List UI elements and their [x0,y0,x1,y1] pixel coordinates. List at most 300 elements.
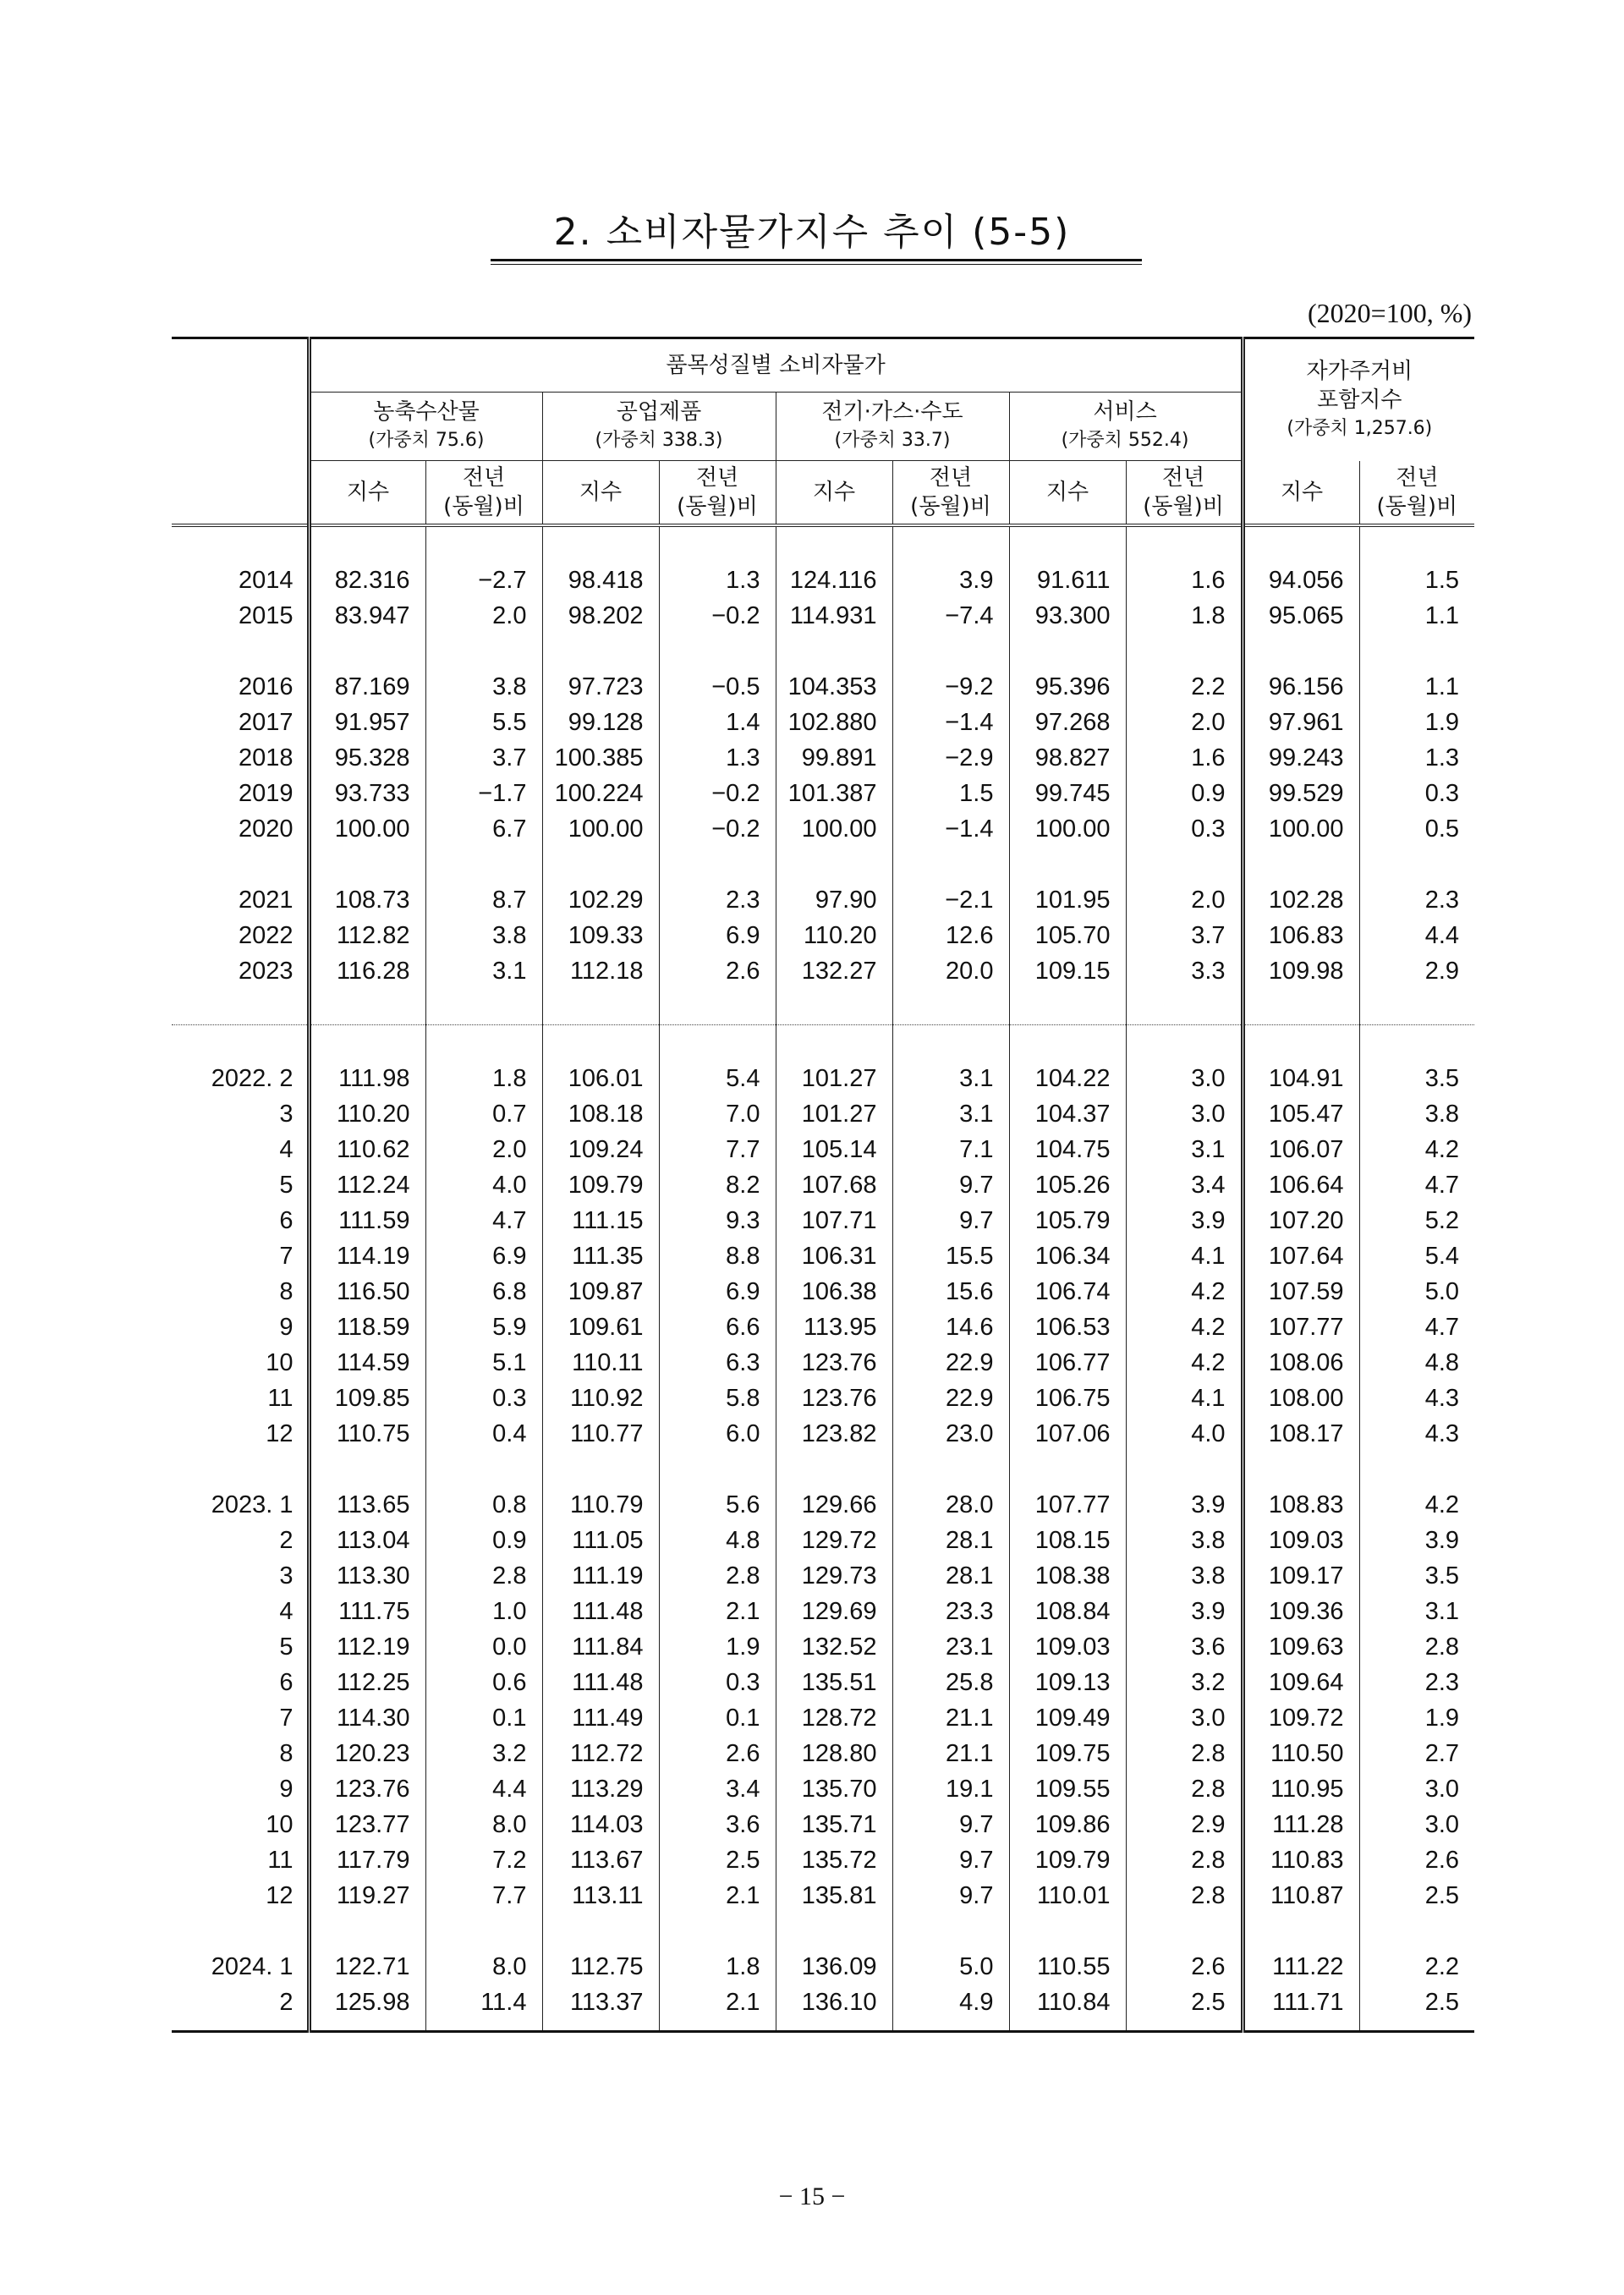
index-cell: 110.20 [776,918,892,953]
index-cell: 100.00 [1009,811,1126,847]
row-label: 2024. 1 [211,1953,294,1980]
yoy-cell: 1.8 [659,1949,776,1985]
table-row [172,776,1474,811]
index-cell: 108.18 [542,1096,659,1132]
col-yoy: 전년 (동월)비 [892,461,1009,526]
yoy-cell: 9.7 [892,1807,1009,1842]
index-cell: 110.75 [309,1416,425,1452]
yoy-cell: 0.3 [1126,811,1243,847]
index-cell: 111.15 [542,1203,659,1238]
table-row [172,1842,1474,1878]
table-row [172,1807,1474,1842]
title-underline [491,259,1142,265]
index-cell: 101.27 [776,1061,892,1096]
yoy-cell: 9.7 [892,1878,1009,1913]
yoy-cell: 9.7 [892,1842,1009,1878]
index-cell: 119.27 [309,1878,425,1913]
index-cell: 108.15 [1009,1523,1126,1558]
row-label: 2022 [238,922,294,949]
row-label: 10 [266,1811,294,1838]
yoy-cell: 14.6 [892,1309,1009,1345]
index-cell: 100.00 [542,811,659,847]
index-cell: 111.48 [542,1665,659,1700]
yoy-cell: 2.8 [1126,1736,1243,1771]
row-label: 5 [279,1172,294,1199]
index-cell: 101.95 [1009,882,1126,918]
yoy-cell: 6.7 [425,811,542,847]
index-cell: 97.961 [1243,705,1359,740]
index-cell: 94.056 [1243,563,1359,598]
yoy-cell: 3.8 [1359,1096,1474,1132]
index-cell: 109.79 [542,1167,659,1203]
yoy-cell: 1.9 [659,1629,776,1665]
table-row [172,705,1474,740]
header-blank-cell [172,338,309,526]
index-cell: 98.202 [542,598,659,634]
table-row [172,1665,1474,1700]
table-row [172,1523,1474,1558]
index-cell: 113.95 [776,1309,892,1345]
yoy-cell: −0.2 [659,776,776,811]
header-right-group [1243,338,1474,461]
yoy-cell: 3.1 [1359,1594,1474,1629]
index-cell: 109.75 [1009,1736,1126,1771]
yoy-cell: 3.0 [1126,1061,1243,1096]
index-cell: 108.73 [309,882,425,918]
yoy-cell: 1.1 [1359,598,1474,634]
index-cell: 110.55 [1009,1949,1126,1985]
row-label: 6 [279,1669,294,1696]
col-yoy: 전년 (동월)비 [1126,461,1243,526]
row-label: 6 [279,1207,294,1234]
col-index: 지수 [1009,461,1126,526]
row-label: 11 [267,1847,294,1874]
row-label: 2015 [238,602,294,629]
row-label: 8 [279,1278,294,1305]
index-cell: 82.316 [309,563,425,598]
yoy-cell: 3.8 [1126,1523,1243,1558]
index-cell: 98.827 [1009,740,1126,776]
index-cell: 102.880 [776,705,892,740]
header-weight-industrial: (가중치 338.3) [542,426,776,461]
yoy-cell: 11.4 [425,1985,542,2020]
index-cell: 109.03 [1243,1523,1359,1558]
index-cell: 93.300 [1009,598,1126,634]
header-weight-services: (가중치 552.4) [1009,426,1243,461]
bottom-spacer-row [172,2020,1474,2032]
index-cell: 111.05 [542,1523,659,1558]
index-cell: 116.28 [309,953,425,989]
index-cell: 135.70 [776,1771,892,1807]
index-cell: 111.98 [309,1061,425,1096]
index-cell: 129.69 [776,1594,892,1629]
yoy-cell: 0.5 [1359,811,1474,847]
index-cell: 109.17 [1243,1558,1359,1594]
index-cell: 123.76 [776,1381,892,1416]
index-cell: 110.11 [542,1345,659,1381]
index-cell: 136.09 [776,1949,892,1985]
yoy-cell: 23.3 [892,1594,1009,1629]
yoy-cell: 2.8 [1126,1771,1243,1807]
yoy-cell: 3.2 [425,1736,542,1771]
index-cell: 102.28 [1243,882,1359,918]
yoy-cell: 4.8 [1359,1345,1474,1381]
yoy-cell: 4.2 [1359,1132,1474,1167]
yoy-cell: 4.3 [1359,1416,1474,1452]
index-cell: 113.67 [542,1842,659,1878]
row-label: 5 [279,1633,294,1661]
yoy-cell: 20.0 [892,953,1009,989]
yoy-cell: 2.2 [1126,669,1243,705]
table-row [172,1629,1474,1665]
yoy-cell: 1.8 [425,1061,542,1096]
yoy-cell: 2.8 [425,1558,542,1594]
yoy-cell: 8.2 [659,1167,776,1203]
index-cell: 105.47 [1243,1096,1359,1132]
index-cell: 95.065 [1243,598,1359,634]
index-cell: 105.26 [1009,1167,1126,1203]
table-row [172,1949,1474,1985]
index-cell: 106.64 [1243,1167,1359,1203]
index-cell: 100.00 [309,811,425,847]
row-label: 4 [279,1136,294,1163]
yoy-cell: 15.5 [892,1238,1009,1274]
yoy-cell: 7.7 [425,1878,542,1913]
yoy-cell: 9.7 [892,1203,1009,1238]
table-row [172,1736,1474,1771]
spacer-row [172,634,1474,669]
yoy-cell: 0.3 [1359,776,1474,811]
yoy-cell: 1.5 [892,776,1009,811]
index-cell: 100.385 [542,740,659,776]
yoy-cell: 7.0 [659,1096,776,1132]
yoy-cell: 3.1 [1126,1132,1243,1167]
yoy-cell: 3.3 [1126,953,1243,989]
index-cell: 116.50 [309,1274,425,1309]
table-row [172,1700,1474,1736]
yoy-cell: 4.7 [1359,1309,1474,1345]
yoy-cell: 2.5 [1126,1985,1243,2020]
unit-note: (2020=100, %) [1307,298,1472,328]
yoy-cell: 21.1 [892,1736,1009,1771]
table-row [172,1096,1474,1132]
yoy-cell: 28.1 [892,1523,1009,1558]
yoy-cell: 2.0 [425,598,542,634]
index-cell: 99.243 [1243,740,1359,776]
index-cell: 114.59 [309,1345,425,1381]
yoy-cell: 0.4 [425,1416,542,1452]
index-cell: 110.92 [542,1381,659,1416]
table-row [172,563,1474,598]
yoy-cell: 5.9 [425,1309,542,1345]
index-cell: 97.90 [776,882,892,918]
row-label: 2016 [238,673,294,700]
yoy-cell: −7.4 [892,598,1009,634]
index-cell: 128.72 [776,1700,892,1736]
yoy-cell: 4.2 [1126,1309,1243,1345]
yoy-cell: 3.9 [1126,1487,1243,1523]
yoy-cell: 3.8 [425,918,542,953]
table-row [172,811,1474,847]
yoy-cell: 5.6 [659,1487,776,1523]
table-row [172,1132,1474,1167]
yoy-cell: 1.6 [1126,740,1243,776]
yoy-cell: 4.1 [1126,1238,1243,1274]
index-cell: 106.38 [776,1274,892,1309]
yoy-cell: 1.9 [1359,705,1474,740]
index-cell: 112.19 [309,1629,425,1665]
index-cell: 110.83 [1243,1842,1359,1878]
yoy-cell: 7.1 [892,1132,1009,1167]
row-label: 10 [266,1349,294,1376]
yoy-cell: 21.1 [892,1700,1009,1736]
index-cell: 109.87 [542,1274,659,1309]
yoy-cell: −0.5 [659,669,776,705]
index-cell: 100.00 [1243,811,1359,847]
yoy-cell: 3.0 [1359,1771,1474,1807]
table-row [172,1203,1474,1238]
index-cell: 135.51 [776,1665,892,1700]
table-row [172,1345,1474,1381]
yoy-cell: −1.4 [892,811,1009,847]
header-right-line2: 포함지수 [1317,387,1402,413]
index-cell: 110.20 [309,1096,425,1132]
header-right-weight: (가중치 1,257.6) [1287,417,1433,439]
index-cell: 104.353 [776,669,892,705]
row-label: 9 [279,1314,294,1341]
yoy-cell: 2.3 [1359,882,1474,918]
index-cell: 112.72 [542,1736,659,1771]
yoy-cell: 2.1 [659,1985,776,2020]
yoy-cell: 2.5 [659,1842,776,1878]
yoy-cell: 4.7 [1359,1167,1474,1203]
index-cell: 105.79 [1009,1203,1126,1238]
yoy-cell: 5.4 [659,1061,776,1096]
table-row [172,740,1474,776]
yoy-cell: 2.0 [425,1132,542,1167]
row-label: 4 [279,1598,294,1625]
index-cell: 109.36 [1243,1594,1359,1629]
yoy-cell: 3.7 [425,740,542,776]
index-cell: 135.72 [776,1842,892,1878]
yoy-cell: 25.8 [892,1665,1009,1700]
yoy-cell: 2.3 [1359,1665,1474,1700]
row-label: 7 [279,1243,294,1270]
index-cell: 99.128 [542,705,659,740]
yoy-cell: 22.9 [892,1345,1009,1381]
index-cell: 109.98 [1243,953,1359,989]
yoy-cell: 28.1 [892,1558,1009,1594]
row-label: 2022. 2 [211,1065,294,1092]
yoy-cell: 2.8 [659,1558,776,1594]
yoy-cell: 15.6 [892,1274,1009,1309]
yoy-cell: 8.7 [425,882,542,918]
row-label: 12 [266,1882,294,1909]
yoy-cell: 4.4 [425,1771,542,1807]
index-cell: 109.63 [1243,1629,1359,1665]
yoy-cell: 1.6 [1126,563,1243,598]
table-row [172,1309,1474,1345]
index-cell: 107.64 [1243,1238,1359,1274]
yoy-cell: 3.9 [892,563,1009,598]
yoy-cell: 0.1 [425,1700,542,1736]
page-title: 2. 소비자물가지수 추이 (5-5) [553,211,1071,254]
table-row [172,598,1474,634]
col-index: 지수 [542,461,659,526]
yoy-cell: 2.5 [1359,1878,1474,1913]
yoy-cell: 2.5 [1359,1985,1474,2020]
index-cell: 109.13 [1009,1665,1126,1700]
table-row [172,1416,1474,1452]
col-index: 지수 [776,461,892,526]
index-cell: 98.418 [542,563,659,598]
yoy-cell: 3.5 [1359,1061,1474,1096]
yoy-cell: 2.9 [1359,953,1474,989]
index-cell: 107.71 [776,1203,892,1238]
index-cell: 101.27 [776,1096,892,1132]
index-cell: 114.03 [542,1807,659,1842]
index-cell: 111.28 [1243,1807,1359,1842]
index-cell: 123.76 [309,1771,425,1807]
yoy-cell: 5.2 [1359,1203,1474,1238]
yoy-cell: 3.1 [892,1061,1009,1096]
index-cell: 105.14 [776,1132,892,1167]
index-cell: 111.48 [542,1594,659,1629]
row-label: 3 [279,1562,294,1589]
index-cell: 108.83 [1243,1487,1359,1523]
index-cell: 123.82 [776,1416,892,1452]
index-cell: 95.396 [1009,669,1126,705]
spacer-row [172,1913,1474,1949]
index-cell: 101.387 [776,776,892,811]
index-cell: 110.77 [542,1416,659,1452]
yoy-cell: 0.3 [425,1381,542,1416]
index-cell: 113.29 [542,1771,659,1807]
row-label: 12 [266,1420,294,1447]
row-label: 2021 [238,887,294,914]
index-cell: 96.156 [1243,669,1359,705]
yoy-cell: 1.0 [425,1594,542,1629]
table-header [172,338,1474,526]
index-cell: 120.23 [309,1736,425,1771]
yoy-cell: 4.1 [1126,1381,1243,1416]
yoy-cell: 4.8 [659,1523,776,1558]
index-cell: 106.34 [1009,1238,1126,1274]
index-cell: 106.01 [542,1061,659,1096]
table-row [172,1771,1474,1807]
yoy-cell: 3.9 [1126,1594,1243,1629]
yoy-cell: 3.6 [1126,1629,1243,1665]
table-body [172,525,1474,2032]
yoy-cell: 4.0 [1126,1416,1243,1452]
index-cell: 104.75 [1009,1132,1126,1167]
index-cell: 128.80 [776,1736,892,1771]
header-category-utilities: 전기·가스·수도 [776,393,1009,427]
yoy-cell: 9.7 [892,1167,1009,1203]
index-cell: 99.891 [776,740,892,776]
header-weight-agri: (가중치 75.6) [309,426,542,461]
index-cell: 109.79 [1009,1842,1126,1878]
row-label: 2 [279,1527,294,1554]
table-row [172,1594,1474,1629]
index-cell: 109.86 [1009,1807,1126,1842]
col-yoy: 전년 (동월)비 [659,461,776,526]
index-cell: 117.79 [309,1842,425,1878]
table-row [172,1878,1474,1913]
table-row [172,918,1474,953]
index-cell: 129.73 [776,1558,892,1594]
index-cell: 132.27 [776,953,892,989]
yoy-cell: 8.0 [425,1807,542,1842]
yoy-cell: 22.9 [892,1381,1009,1416]
row-label: 2023. 1 [211,1491,294,1518]
table-row [172,1558,1474,1594]
index-cell: 106.31 [776,1238,892,1274]
index-cell: 106.07 [1243,1132,1359,1167]
yoy-cell: 1.5 [1359,563,1474,598]
yoy-cell: 5.0 [1359,1274,1474,1309]
yoy-cell: −2.9 [892,740,1009,776]
col-yoy: 전년 (동월)비 [1359,461,1474,526]
yoy-cell: 2.1 [659,1878,776,1913]
yoy-cell: 5.0 [892,1949,1009,1985]
yoy-cell: 0.6 [425,1665,542,1700]
yoy-cell: −2.1 [892,882,1009,918]
row-label: 9 [279,1776,294,1803]
yoy-cell: 3.5 [1359,1558,1474,1594]
row-label: 8 [279,1740,294,1767]
row-label: 2 [279,1989,294,2016]
index-cell: 104.91 [1243,1061,1359,1096]
index-cell: 102.29 [542,882,659,918]
table-row [172,1985,1474,2020]
row-label: 2017 [238,709,294,736]
row-label: 2023 [238,958,294,985]
row-label: 11 [267,1385,294,1412]
index-cell: 100.224 [542,776,659,811]
index-cell: 106.74 [1009,1274,1126,1309]
index-cell: 107.59 [1243,1274,1359,1309]
yoy-cell: 2.8 [1126,1878,1243,1913]
index-cell: 110.62 [309,1132,425,1167]
row-label: 2020 [238,815,294,843]
yoy-cell: 6.6 [659,1309,776,1345]
yoy-cell: 12.6 [892,918,1009,953]
yoy-cell: 1.8 [1126,598,1243,634]
index-cell: 111.49 [542,1700,659,1736]
index-cell: 93.733 [309,776,425,811]
yoy-cell: 3.0 [1126,1700,1243,1736]
index-cell: 110.84 [1009,1985,1126,2020]
spacer-row [172,525,1474,563]
yoy-cell: 2.3 [659,882,776,918]
yoy-cell: 4.9 [892,1985,1009,2020]
index-cell: 109.49 [1009,1700,1126,1736]
yoy-cell: 2.8 [1126,1842,1243,1878]
yoy-cell: 4.2 [1126,1345,1243,1381]
yoy-cell: 0.9 [1126,776,1243,811]
yoy-cell: 1.1 [1359,669,1474,705]
header-category-services: 서비스 [1009,393,1243,427]
index-cell: 110.87 [1243,1878,1359,1913]
row-label: 2014 [238,567,294,594]
yoy-cell: 0.8 [425,1487,542,1523]
spacer-row [172,1025,1474,1062]
table-row [172,953,1474,989]
yoy-cell: −2.7 [425,563,542,598]
yoy-cell: 7.2 [425,1842,542,1878]
yoy-cell: 19.1 [892,1771,1009,1807]
